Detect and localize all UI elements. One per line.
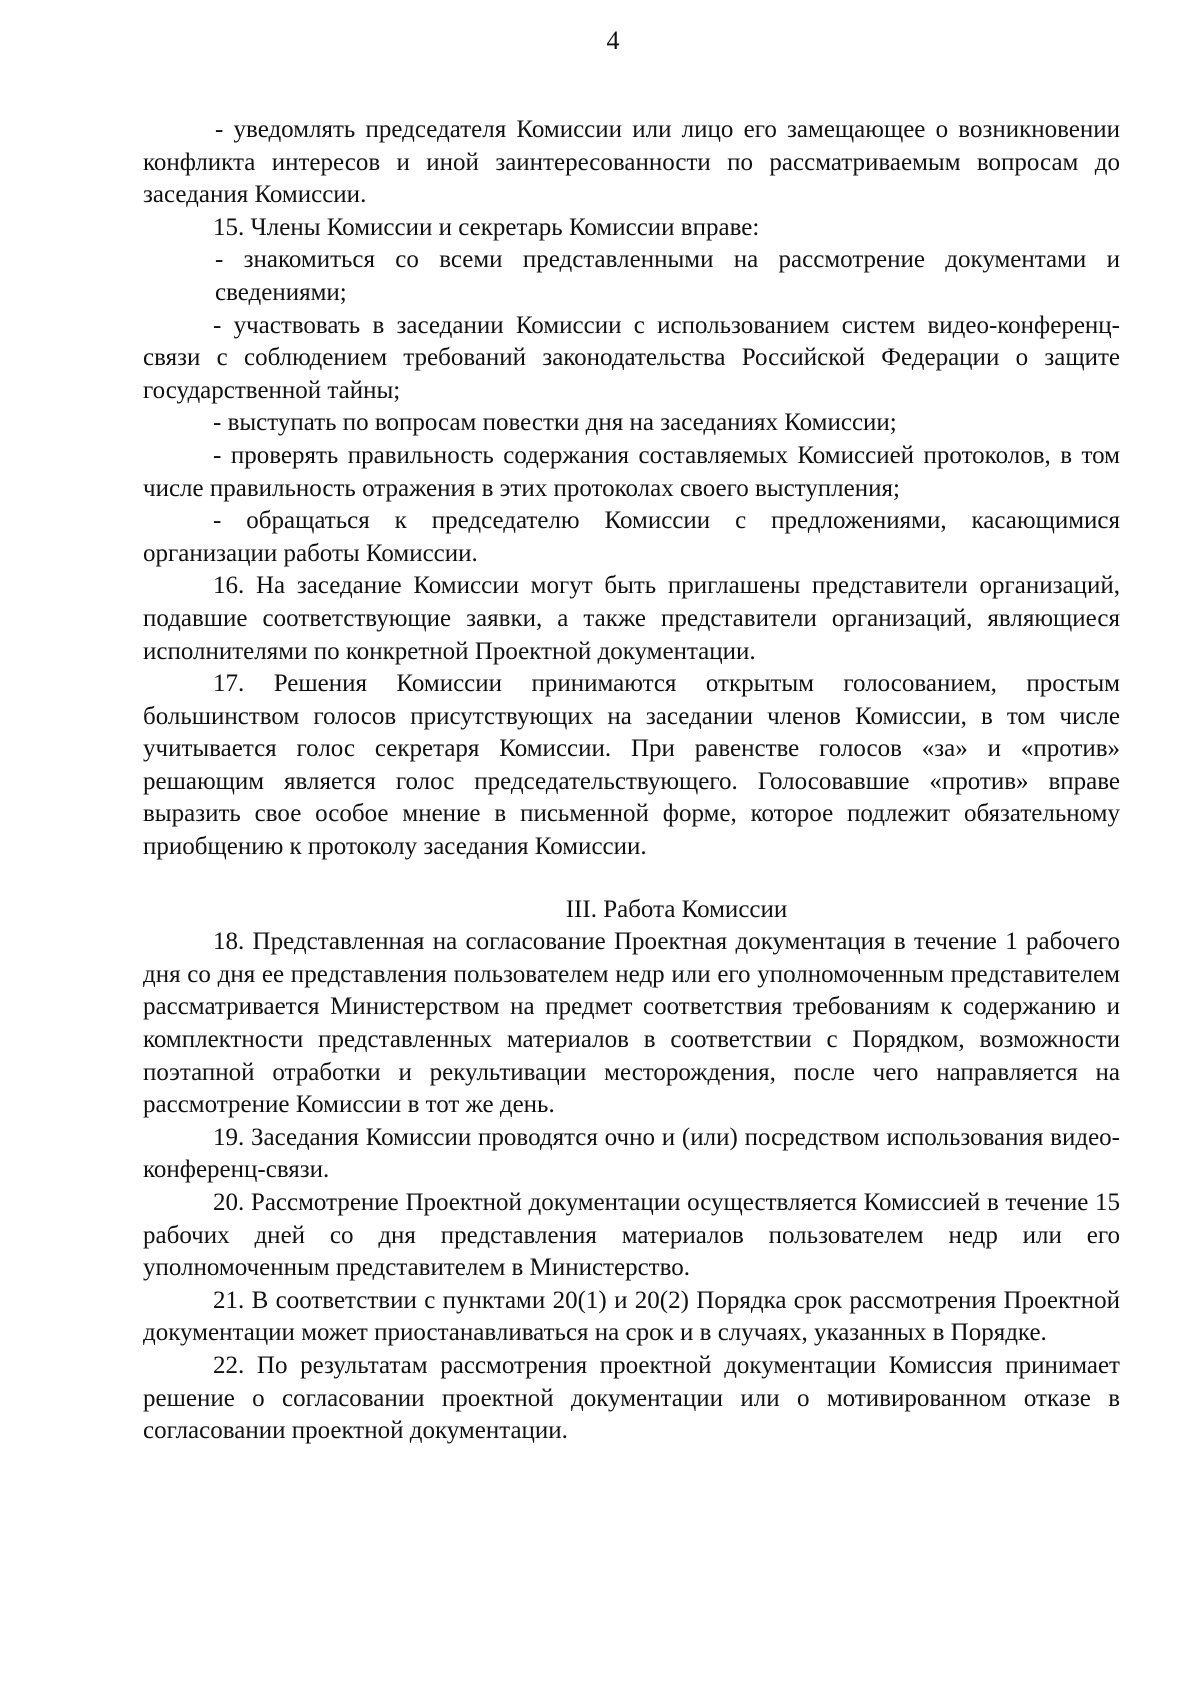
paragraph-15-rights: 15. Члены Комиссии и секретарь Комиссии вправе: xyxy=(213,213,760,241)
paragraph-21-suspension: 21. В соответствии с пунктами 20(1) и 20(2) Порядка срок рассмотрения Проектной документации может приостанавливаться на срок и в случаях, указанных в Порядке. xyxy=(143,1286,1120,1347)
list-item-review-documents: - знакомиться со всеми представленными на рассмотрение документами и сведениями; xyxy=(215,246,1120,306)
paragraph-16-invitees: 16. На заседание Комиссии могут быть приглашены представители организаций, подавшие соответствующие заявки, а также представители организаций, являющиеся исполнителями по конкретной Проектной документации. xyxy=(143,572,1120,665)
page-number: 4 xyxy=(606,26,620,55)
paragraph-17-decisions: 17. Решения Комиссии принимаются открытым голосованием, простым большинством голосов присутствующих на заседании членов Комиссии, в том числе учитывается голос секретаря Комиссии. При равенстве голосов «за» и «против» решающим является голос председательствующего. Голосовавшие «против» вправе выразить свое особое мнение в письменной форме, которое подлежит обязательному приобщению к протоколу заседания Комиссии. xyxy=(143,670,1120,861)
paragraph-20-review-period: 20. Рассмотрение Проектной документации осуществляется Комиссией в течение 15 рабочих дней со дня представления материалов пользователем недр или его уполномоченным представителем в Министерство. xyxy=(143,1189,1120,1282)
list-item-check-protocols: - проверять правильность содержания составляемых Комиссией протоколов, в том числе правильность отражения в этих протоколах своего выступления; xyxy=(143,441,1120,502)
paragraph-19-meetings: 19. Заседания Комиссии проводятся очно и (или) посредством использования видео-конференц-связи. xyxy=(143,1123,1120,1184)
paragraph-22-decision: 22. По результатам рассмотрения проектной документации Комиссия принимает решение о согласовании проектной документации или о мотивированном отказе в согласовании проектной документации. xyxy=(143,1351,1120,1445)
document-body xyxy=(143,114,1120,1448)
list-item-videoconference: - участвовать в заседании Комиссии с использованием систем видео-конференц-связи с соблюдением требований законодательства Российской Федерации о защите государственной тайны; xyxy=(143,311,1120,404)
paragraph-notify-chairman: - уведомлять председателя Комиссии или лицо его замещающее о возникновении конфликта интересов и иной заинтересованности по рассматриваемым вопросам до заседания Комиссии. xyxy=(143,116,1120,209)
list-item-proposals: - обращаться к председателю Комиссии с предложениями, касающимися организации работы Комиссии. xyxy=(143,507,1120,567)
paragraph-18-submission: 18. Представленная на согласование Проектная документация в течение 1 рабочего дня со дня ее представления пользователем недр или его уполномоченным представителем рассматривается Министерством на предмет соответствия требованиям к содержанию и комплектности представленных материалов в соответствии с Порядком, возможности поэтапной отработки и рекультивации месторождения, после чего направляется на рассмотрение Комиссии в тот же день. xyxy=(143,928,1120,1119)
section-heading: III. Работа Комиссии xyxy=(565,895,788,923)
list-item-speak-agenda: - выступать по вопросам повестки дня на заседаниях Комиссии; xyxy=(213,409,897,437)
